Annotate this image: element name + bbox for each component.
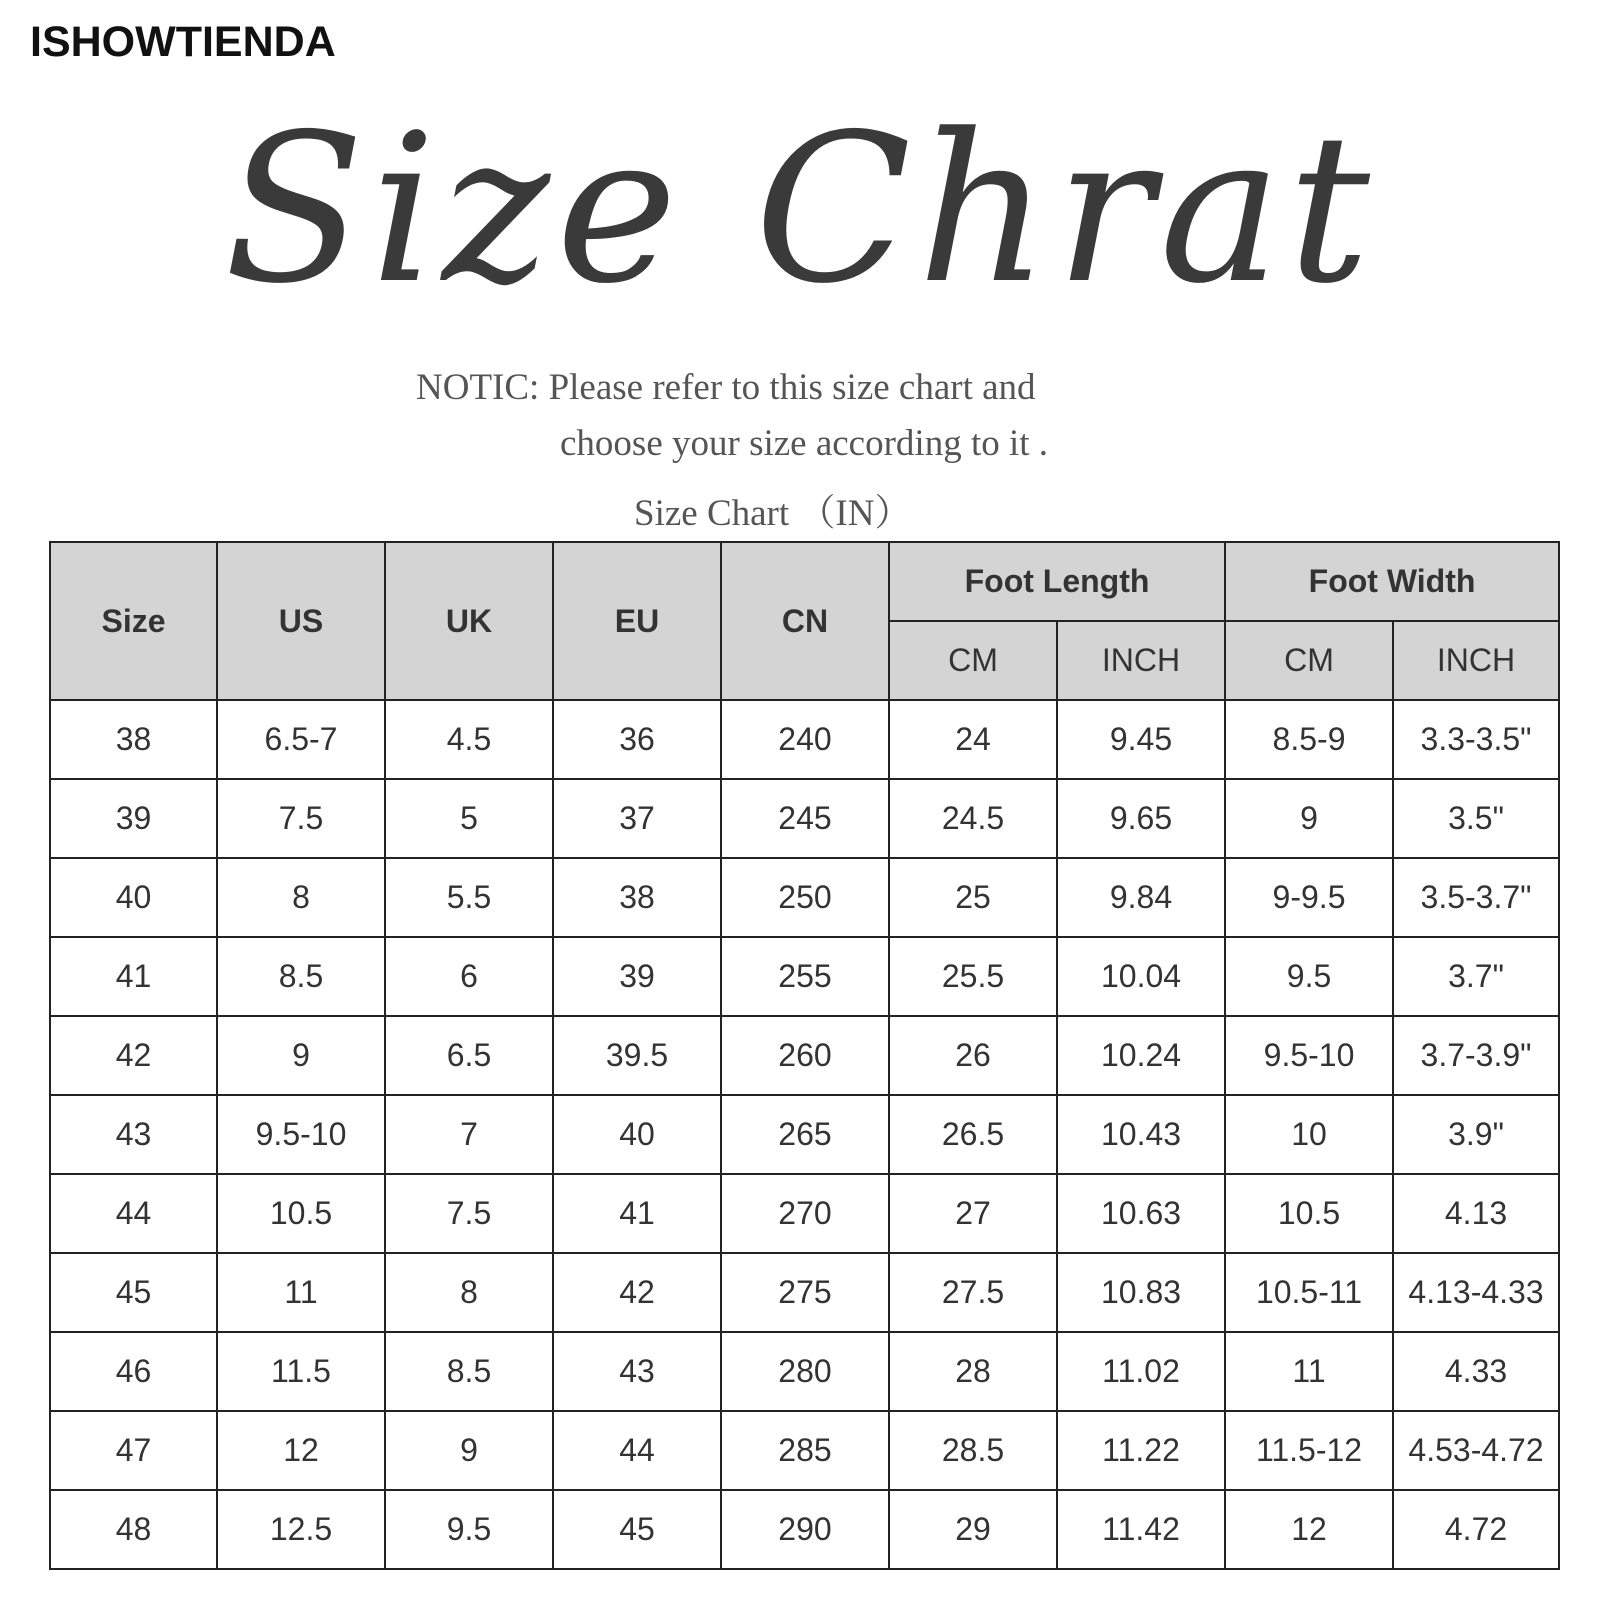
cell-size: 39 [50,779,217,858]
brand-logo: ISHOWTIENDA [30,18,336,66]
cell-width-cm: 11.5-12 [1225,1411,1393,1490]
cell-length-inch: 11.22 [1057,1411,1225,1490]
cell-uk: 7.5 [385,1174,553,1253]
cell-width-inch: 4.13-4.33 [1393,1253,1559,1332]
cell-length-inch: 9.84 [1057,858,1225,937]
cell-length-inch: 10.63 [1057,1174,1225,1253]
cell-width-inch: 3.9" [1393,1095,1559,1174]
cell-us: 8 [217,858,385,937]
cell-eu: 36 [553,700,721,779]
cell-length-inch: 10.83 [1057,1253,1225,1332]
cell-width-inch: 3.7-3.9" [1393,1016,1559,1095]
table-header [50,542,1559,700]
cell-width-inch: 4.72 [1393,1490,1559,1569]
cell-width-inch: 4.33 [1393,1332,1559,1411]
cell-us: 8.5 [217,937,385,1016]
cell-size: 38 [50,700,217,779]
cell-uk: 8.5 [385,1332,553,1411]
cell-width-cm: 9-9.5 [1225,858,1393,937]
header-width-inch: INCH [1393,621,1559,700]
table-row [50,1253,1559,1332]
table-body [50,700,1559,1569]
table-row [50,1174,1559,1253]
cell-us: 7.5 [217,779,385,858]
page-title: Size Chrat [224,91,1376,329]
notice-line-1: NOTIC: Please refer to this size chart and [416,367,1036,408]
cell-width-cm: 11 [1225,1332,1393,1411]
cell-length-inch: 10.24 [1057,1016,1225,1095]
header-length-inch: INCH [1057,621,1225,700]
cell-length-cm: 26.5 [889,1095,1057,1174]
cell-width-cm: 12 [1225,1490,1393,1569]
cell-cn: 260 [721,1016,889,1095]
cell-size: 47 [50,1411,217,1490]
cell-length-cm: 29 [889,1490,1057,1569]
cell-eu: 38 [553,858,721,937]
cell-us: 11 [217,1253,385,1332]
size-table [49,541,1560,1570]
cell-cn: 290 [721,1490,889,1569]
cell-length-cm: 25.5 [889,937,1057,1016]
cell-uk: 9.5 [385,1490,553,1569]
cell-eu: 39 [553,937,721,1016]
cell-eu: 39.5 [553,1016,721,1095]
cell-width-inch: 3.5-3.7" [1393,858,1559,937]
cell-cn: 275 [721,1253,889,1332]
table-row [50,1490,1559,1569]
cell-width-inch: 4.53-4.72 [1393,1411,1559,1490]
header-eu: EU [553,542,721,700]
table-row [50,779,1559,858]
cell-length-cm: 28 [889,1332,1057,1411]
cell-width-cm: 8.5-9 [1225,700,1393,779]
cell-cn: 250 [721,858,889,937]
cell-eu: 41 [553,1174,721,1253]
cell-cn: 240 [721,700,889,779]
cell-uk: 5.5 [385,858,553,937]
cell-width-inch: 3.7" [1393,937,1559,1016]
cell-us: 11.5 [217,1332,385,1411]
cell-uk: 6 [385,937,553,1016]
cell-eu: 44 [553,1411,721,1490]
table-row [50,858,1559,937]
header-us: US [217,542,385,700]
cell-cn: 280 [721,1332,889,1411]
cell-size: 45 [50,1253,217,1332]
cell-length-cm: 24 [889,700,1057,779]
cell-size: 40 [50,858,217,937]
cell-eu: 40 [553,1095,721,1174]
cell-eu: 37 [553,779,721,858]
header-uk: UK [385,542,553,700]
table-row [50,1095,1559,1174]
cell-cn: 285 [721,1411,889,1490]
cell-length-inch: 11.42 [1057,1490,1225,1569]
header-foot-width: Foot Width [1225,542,1559,621]
cell-us: 10.5 [217,1174,385,1253]
cell-size: 43 [50,1095,217,1174]
cell-eu: 45 [553,1490,721,1569]
cell-length-inch: 10.04 [1057,937,1225,1016]
cell-length-inch: 11.02 [1057,1332,1225,1411]
cell-size: 41 [50,937,217,1016]
cell-length-cm: 27.5 [889,1253,1057,1332]
cell-size: 42 [50,1016,217,1095]
cell-uk: 6.5 [385,1016,553,1095]
cell-width-inch: 3.5" [1393,779,1559,858]
cell-length-cm: 25 [889,858,1057,937]
cell-cn: 270 [721,1174,889,1253]
cell-uk: 8 [385,1253,553,1332]
cell-uk: 7 [385,1095,553,1174]
cell-length-cm: 24.5 [889,779,1057,858]
cell-size: 46 [50,1332,217,1411]
cell-uk: 4.5 [385,700,553,779]
cell-width-cm: 10 [1225,1095,1393,1174]
table-row [50,700,1559,779]
table-row [50,937,1559,1016]
cell-us: 9 [217,1016,385,1095]
cell-length-inch: 9.45 [1057,700,1225,779]
cell-width-cm: 9 [1225,779,1393,858]
header-size: Size [50,542,217,700]
cell-cn: 245 [721,779,889,858]
chart-unit-caption: Size Chart （IN） [634,493,912,534]
cell-width-cm: 10.5 [1225,1174,1393,1253]
header-length-cm: CM [889,621,1057,700]
cell-us: 12.5 [217,1490,385,1569]
cell-cn: 265 [721,1095,889,1174]
cell-length-inch: 9.65 [1057,779,1225,858]
cell-length-cm: 27 [889,1174,1057,1253]
cell-length-inch: 10.43 [1057,1095,1225,1174]
cell-uk: 9 [385,1411,553,1490]
table-row [50,1332,1559,1411]
cell-width-cm: 10.5-11 [1225,1253,1393,1332]
cell-eu: 42 [553,1253,721,1332]
cell-eu: 43 [553,1332,721,1411]
cell-size: 44 [50,1174,217,1253]
cell-length-cm: 28.5 [889,1411,1057,1490]
header-cn: CN [721,542,889,700]
cell-us: 9.5-10 [217,1095,385,1174]
cell-width-inch: 4.13 [1393,1174,1559,1253]
header-foot-length: Foot Length [889,542,1225,621]
cell-width-cm: 9.5 [1225,937,1393,1016]
cell-width-cm: 9.5-10 [1225,1016,1393,1095]
table-row [50,1411,1559,1490]
cell-us: 12 [217,1411,385,1490]
cell-uk: 5 [385,779,553,858]
notice-line-2: choose your size according to it . [560,423,1049,464]
header-width-cm: CM [1225,621,1393,700]
table-row [50,1016,1559,1095]
cell-size: 48 [50,1490,217,1569]
cell-width-inch: 3.3-3.5" [1393,700,1559,779]
cell-cn: 255 [721,937,889,1016]
cell-us: 6.5-7 [217,700,385,779]
cell-length-cm: 26 [889,1016,1057,1095]
